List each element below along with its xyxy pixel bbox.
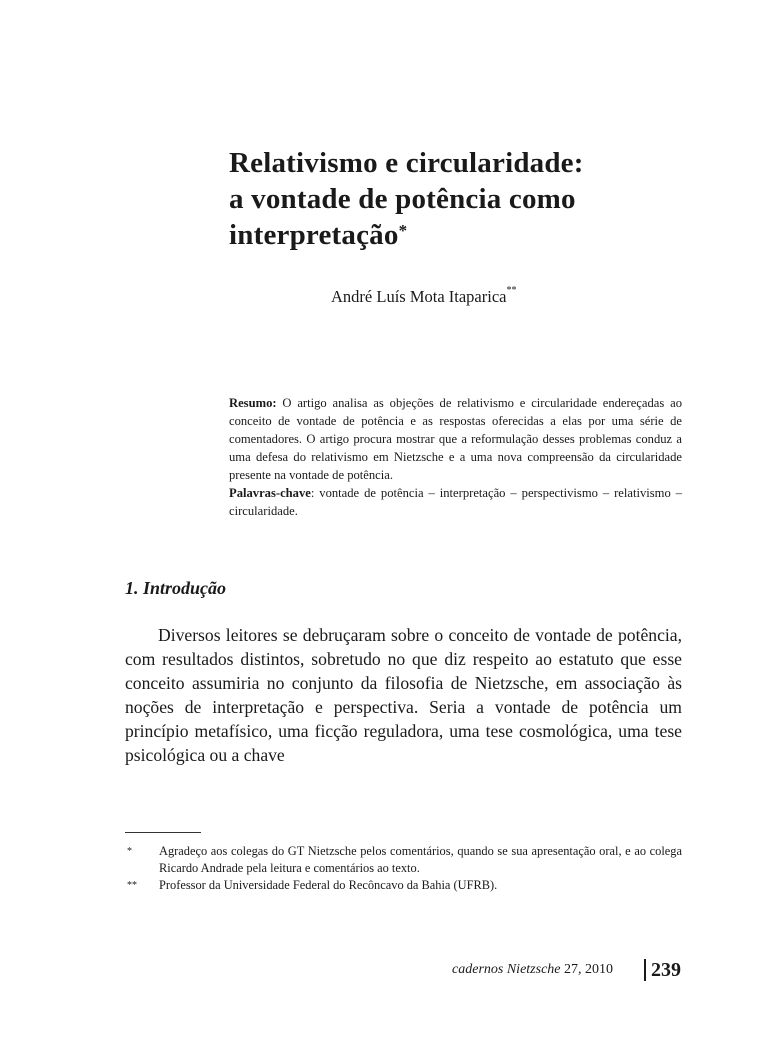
footnote-1 [125,843,682,877]
footnote-2-text: Professor da Universidade Federal do Recôncavo da Bahia (UFRB). [159,878,498,892]
footnote-2-mark: ** [127,880,137,891]
title-line-1: Relativismo e circularidade: [229,147,584,179]
page-number: 239 [651,959,681,981]
author-text: André Luís Mota Itaparica [331,287,507,306]
journal-volume: 27, 2010 [560,962,613,977]
title-footnote-mark[interactable]: * [398,221,408,240]
keywords-text: : vontade de potência – interpretação – perspectivismo – relativismo – circularidade. [229,486,682,518]
abstract-text: O artigo analisa as objeções de relativismo e circularidade endereçadas ao conceito de vontade de potência e as respostas oferecidas a elas por uma série de comentadores. O artigo procura mostrar que a reformulação desses problemas conduz a uma defesa do relativismo em Nietzsche e a uma nova compreensão da circularidade presente na vontade de potência. [229,396,682,482]
journal-name: cadernos Nietzsche [452,962,561,977]
footnotes [125,843,682,894]
journal-citation [452,962,613,978]
footnote-2 [125,877,682,894]
title-line-2: a vontade de potência como [229,183,576,215]
title-line-3: interpretação [229,219,399,251]
author-name [331,287,516,307]
author-footnote-mark[interactable]: ** [506,285,517,296]
page-footer [441,959,681,985]
keywords-label: Palavras-chave [229,486,311,500]
article-title [229,145,699,253]
footnote-1-text: Agradeço aos colegas do GT Nietzsche pelos comentários, quando se sua apresentação oral, e ao colega Ricardo Andrade pela leitura e comentários ao texto. [159,844,682,875]
footer-separator [644,959,646,981]
footnote-divider [125,832,201,833]
abstract-label: Resumo: [229,396,277,410]
footnote-1-mark: * [127,846,132,857]
abstract [229,394,682,520]
body-paragraph: Diversos leitores se debruçaram sobre o conceito de vontade de potência, com resultados distintos, sobretudo no que diz respeito ao estatuto que esse conceito assumiria no conjunto da filosofia de Nietzsche, em associação às noções de interpretação e perspectiva. Seria a vontade de potência um princípio metafísico, uma ficção reguladora, uma tese cosmológica, uma tese psicológica ou a chave [125,625,682,765]
section-heading: 1. Introdução [125,578,227,598]
